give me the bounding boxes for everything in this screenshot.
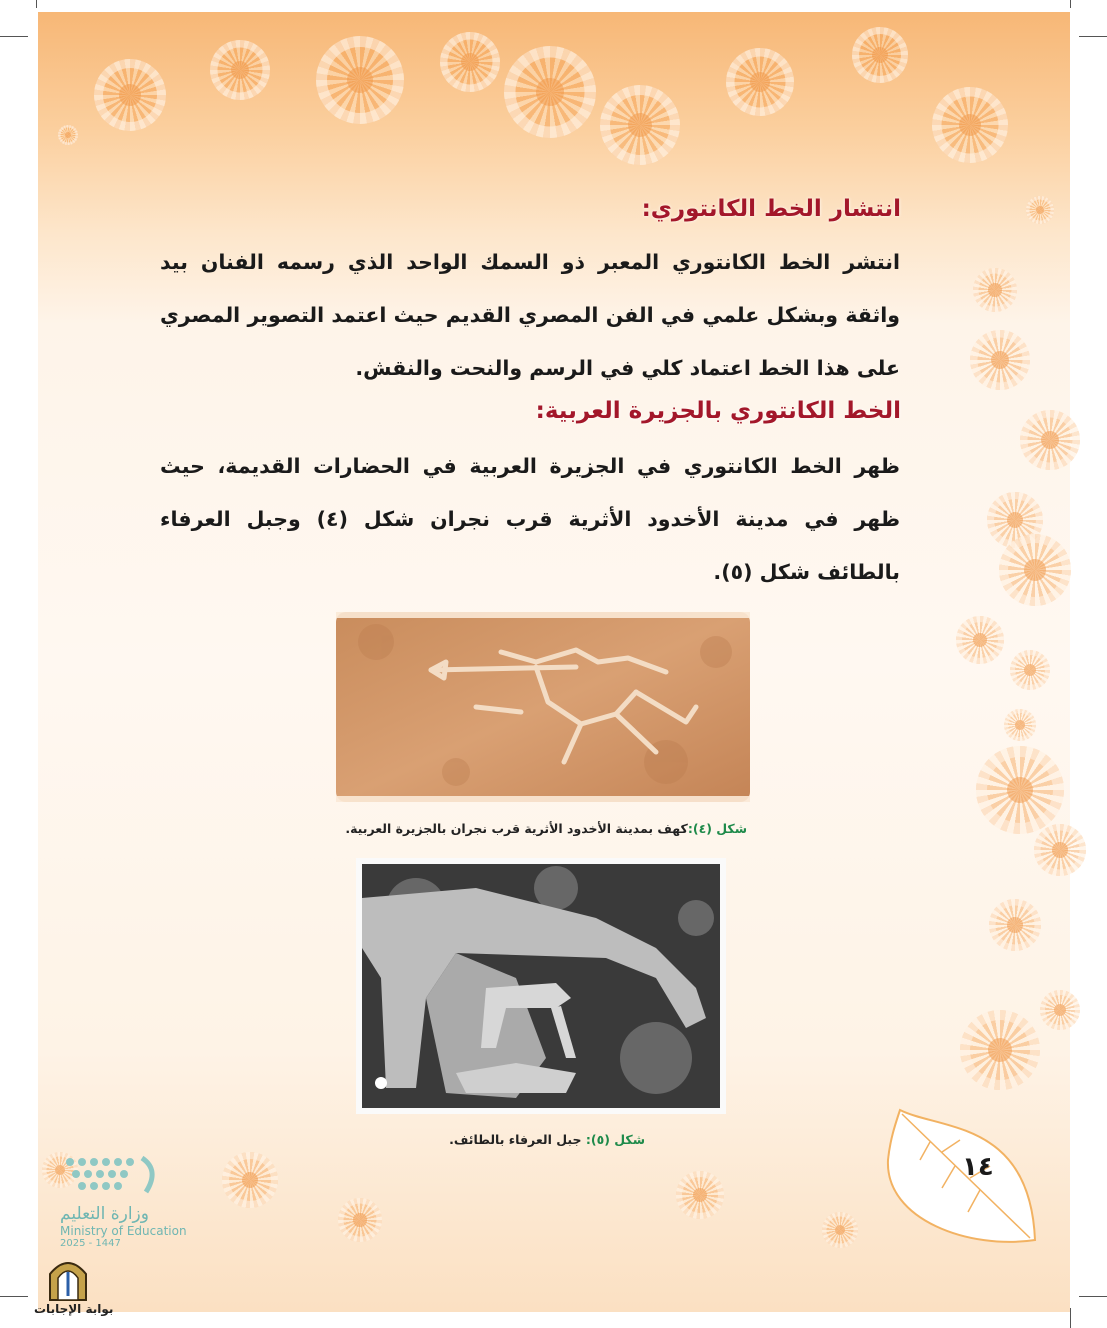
flower-ornament: [852, 27, 908, 83]
crop-mark: [1079, 1296, 1107, 1297]
figure-5-image: [356, 858, 726, 1114]
flower-ornament: [316, 36, 404, 124]
figure-4-label: شكل (٤):: [687, 821, 747, 836]
crop-mark: [0, 36, 28, 37]
ministry-name-ar: وزارة التعليم: [60, 1204, 149, 1224]
flower-ornament: [999, 534, 1071, 606]
crop-mark: [1079, 36, 1107, 37]
flower-ornament: [822, 1212, 858, 1248]
flower-ornament: [976, 746, 1064, 834]
flower-ornament: [1004, 709, 1036, 741]
figure-4-image: [336, 612, 750, 802]
flower-ornament: [970, 330, 1030, 390]
flower-ornament: [600, 85, 680, 165]
section-body-1: انتشر الخط الكانتوري المعبر ذو السمك الواحد الذي رسمه الفنان بيد واثقة وبشكل علمي في الفن المصري القديم حيث اعتمد التصوير المصري على هذا الخط اعتماد كلي في الرسم والنحت والنقش.: [160, 250, 900, 380]
crop-mark: [36, 0, 37, 8]
crop-mark: [1070, 1308, 1071, 1328]
flower-ornament: [504, 46, 596, 138]
flower-ornament: [932, 87, 1008, 163]
section-heading-1: انتشار الخط الكانتوري:: [641, 196, 901, 222]
figure-5-label: شكل (٥):: [585, 1132, 645, 1147]
flower-ornament: [94, 59, 166, 131]
leaf-icon: [880, 1100, 1040, 1250]
flower-ornament: [989, 899, 1041, 951]
figure-4-text: كهف بمدينة الأخدود الأثرية قرب نجران بالجزيرة العربية.: [345, 821, 688, 836]
figure-5-text: جبل العرفاء بالطائف.: [449, 1132, 586, 1147]
flower-ornament: [1034, 824, 1086, 876]
flower-ornament: [1020, 410, 1080, 470]
flower-ornament: [676, 1171, 724, 1219]
flower-ornament: [956, 616, 1004, 664]
figure-4-caption: [345, 821, 747, 836]
flower-ornament: [222, 1152, 278, 1208]
flower-ornament: [960, 1010, 1040, 1090]
flower-ornament: [210, 40, 270, 100]
tower-icon: [46, 1256, 90, 1302]
flower-ornament: [973, 268, 1017, 312]
flower-ornament: [440, 32, 500, 92]
page-number: ١٤: [962, 1152, 994, 1182]
ministry-name-en: Ministry of Education: [60, 1224, 187, 1238]
crop-mark: [1070, 0, 1071, 8]
flower-ornament: [1026, 196, 1054, 224]
section-heading-2: الخط الكانتوري بالجزيرة العربية:: [535, 398, 901, 424]
watermark-text: بوابة الإجابات: [34, 1302, 114, 1316]
ministry-emblem-icon: [60, 1150, 170, 1200]
figure-5-caption: [449, 1132, 645, 1147]
section-body-2: ظهر الخط الكانتوري في الجزيرة العربية في الحضارات القديمة، حيث ظهر في مدينة الأخدود الأثرية قرب نجران شكل (٤) وجبل العرفاء بالطائف شكل (٥).: [160, 454, 900, 584]
watermark-badge: [4, 1254, 114, 1324]
flower-ornament: [1010, 650, 1050, 690]
flower-ornament: [1040, 990, 1080, 1030]
page-number-leaf: [880, 1100, 1040, 1250]
flower-ornament: [726, 48, 794, 116]
ministry-logo: [60, 1150, 220, 1249]
flower-ornament: [338, 1198, 382, 1242]
flower-ornament: [58, 125, 78, 145]
ministry-year: 2025 - 1447: [60, 1238, 121, 1249]
